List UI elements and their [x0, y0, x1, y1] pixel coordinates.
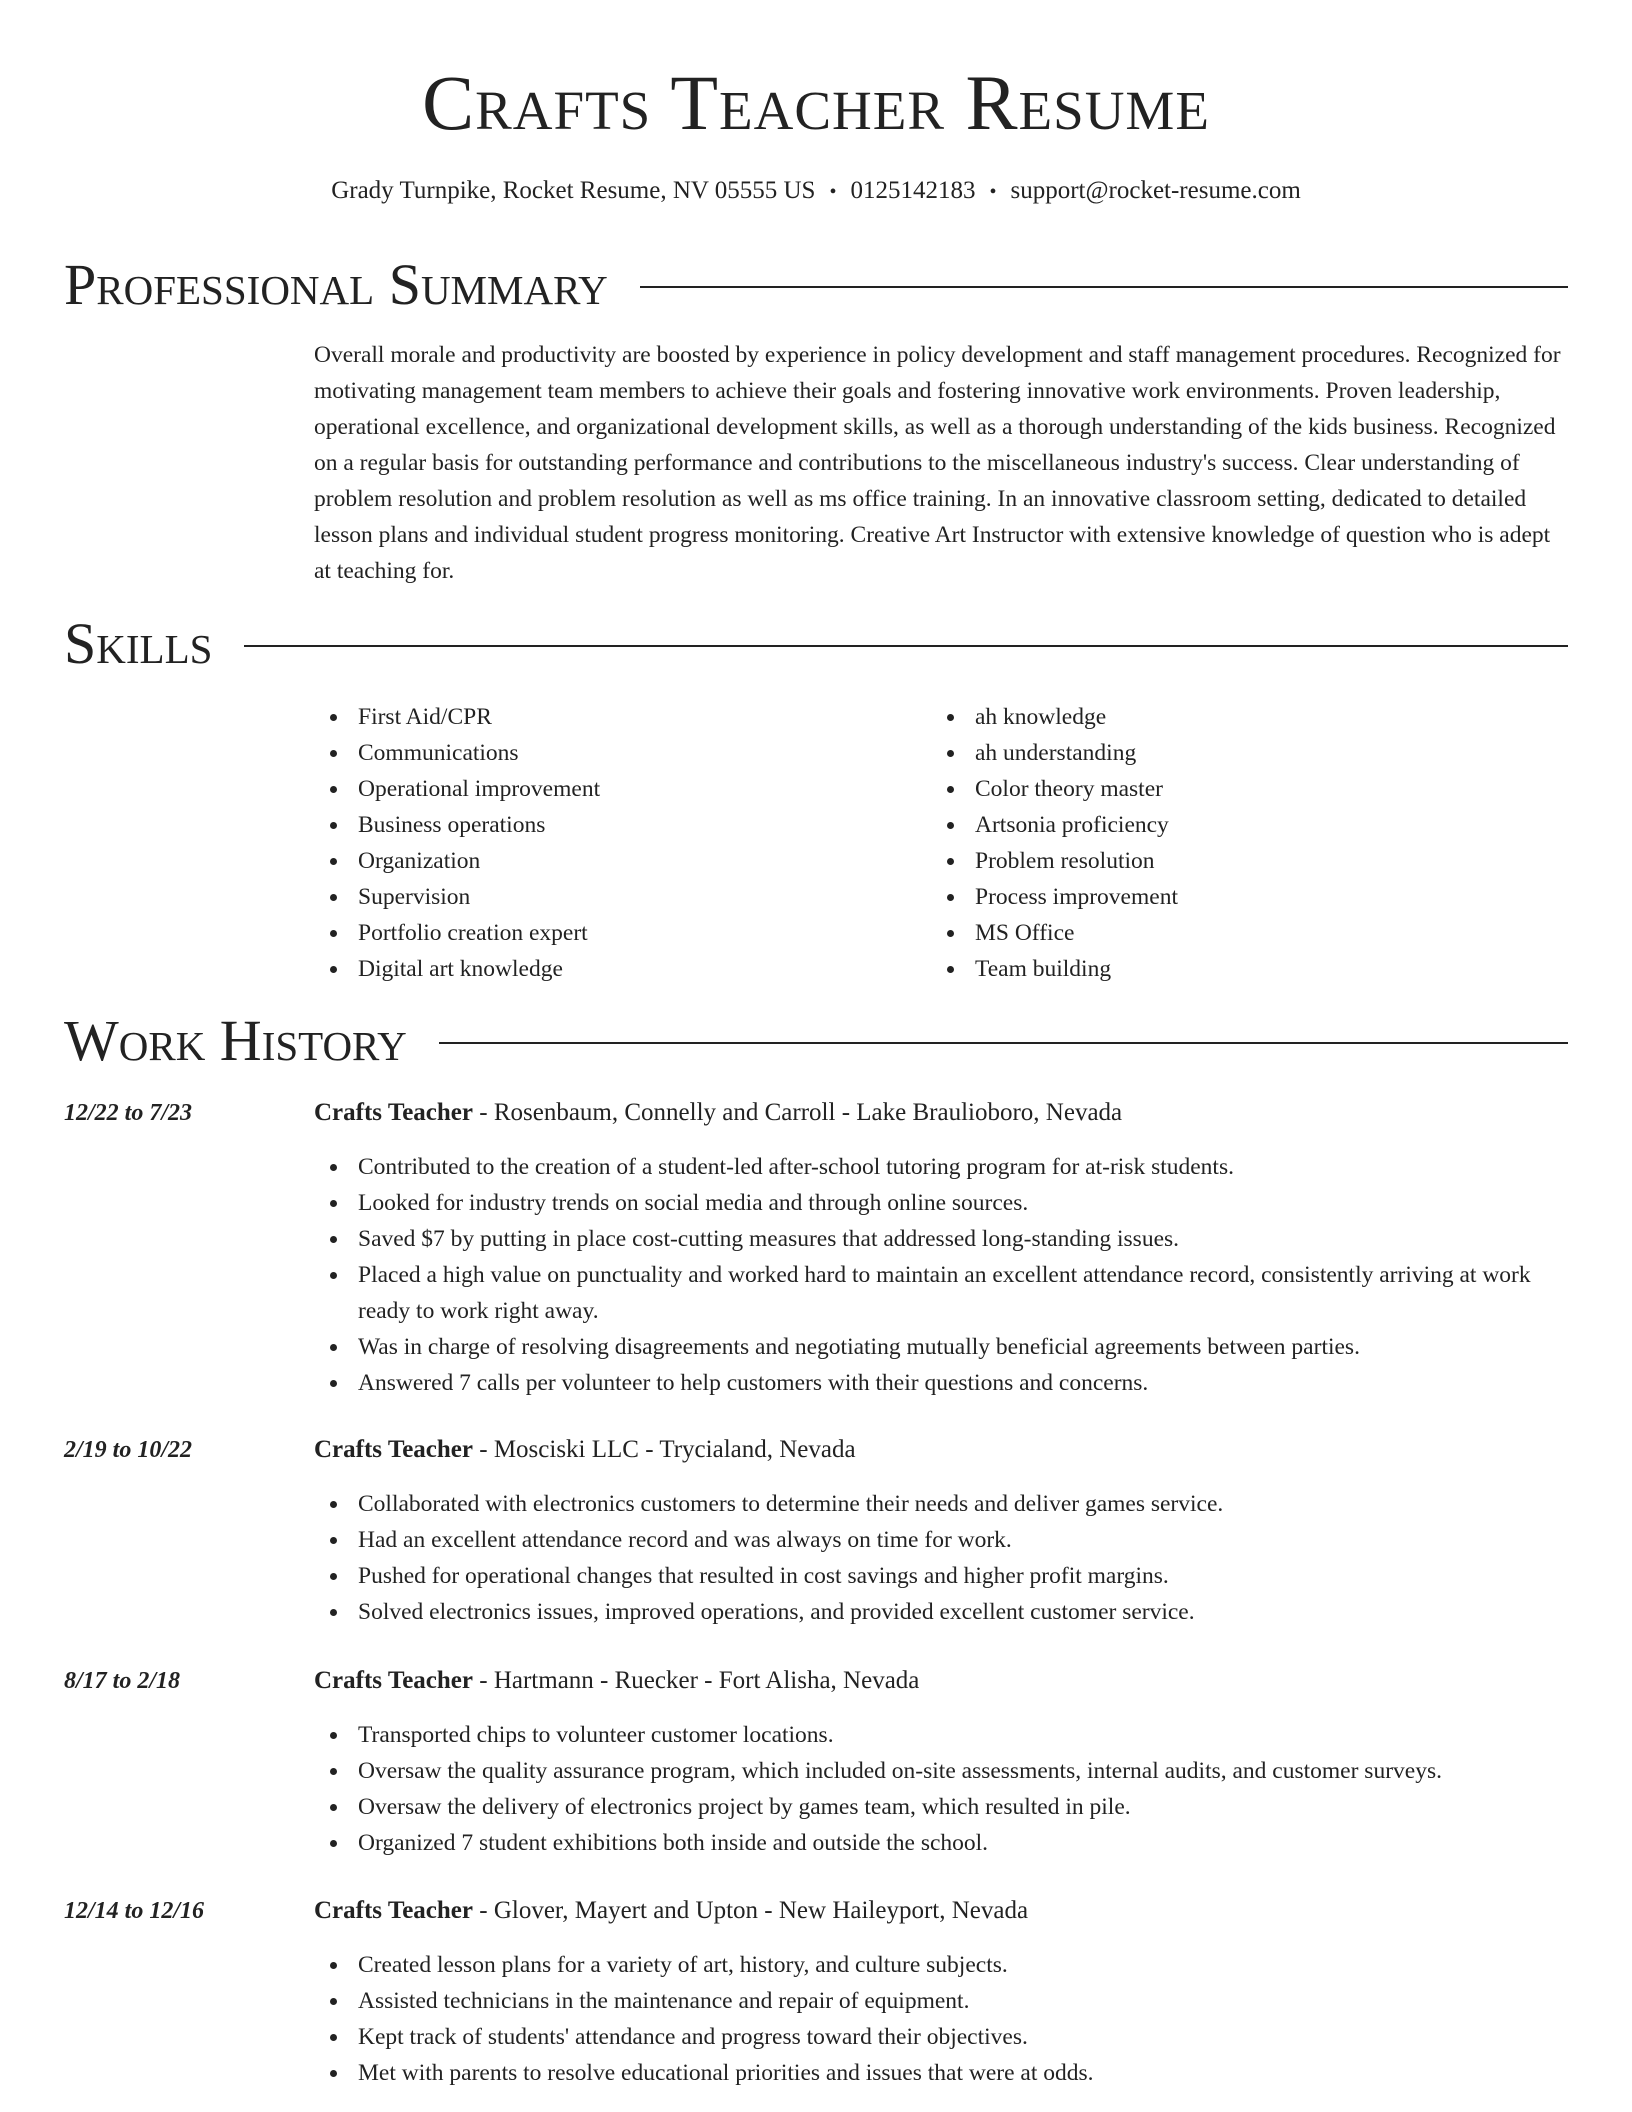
- job-heading: [314, 1432, 856, 1468]
- job-bullets: [314, 1486, 1568, 1630]
- list-item: Collaborated with electronics customers to determine their needs and deliver games service.: [314, 1486, 1568, 1522]
- list-item: Had an excellent attendance record and was always on time for work.: [314, 1522, 1568, 1558]
- contact-line: [0, 176, 1632, 207]
- list-item: Oversaw the delivery of electronics project by games team, which resulted in pile.: [314, 1789, 1568, 1825]
- job-employer: - Rosenbaum, Connelly and Carroll - Lake Braulioboro, Nevada: [473, 1099, 1123, 1126]
- list-item: Met with parents to resolve educational priorities and issues that were at odds.: [314, 2055, 1568, 2091]
- list-item: Contributed to the creation of a student-led after-school tutoring program for at-risk students.: [314, 1149, 1568, 1185]
- section-divider: [244, 645, 1568, 647]
- skills-grid: [314, 699, 1568, 987]
- skill-item: Team building: [931, 951, 1548, 987]
- skill-item: Digital art knowledge: [314, 951, 931, 987]
- job-heading: [314, 1095, 1122, 1131]
- skill-item: Color theory master: [931, 771, 1548, 807]
- bullet-separator: •: [829, 181, 837, 203]
- skill-item: First Aid/CPR: [314, 699, 931, 735]
- section-divider: [439, 1042, 1568, 1044]
- section-divider: [640, 286, 1568, 288]
- job-title: Crafts Teacher: [314, 1897, 473, 1924]
- work-section-header: [64, 1009, 1568, 1073]
- list-item: Organized 7 student exhibitions both inside and outside the school.: [314, 1825, 1568, 1861]
- list-item: Looked for industry trends on social media and through online sources.: [314, 1185, 1568, 1221]
- job-title: Crafts Teacher: [314, 1436, 473, 1463]
- job-dates: 12/22 to 7/23: [64, 1100, 193, 1126]
- skills-heading: Skills: [64, 611, 213, 676]
- job-bullets: [314, 1149, 1568, 1401]
- list-item: Created lesson plans for a variety of art, history, and culture subjects.: [314, 1947, 1568, 1983]
- skill-item: Artsonia proficiency: [931, 807, 1548, 843]
- job-bullets: [314, 1947, 1568, 2091]
- skill-item: Supervision: [314, 879, 931, 915]
- job-title: Crafts Teacher: [314, 1099, 473, 1126]
- list-item: Placed a high value on punctuality and worked hard to maintain an excellent attendance record, consistently arriving at work ready to work right away.: [314, 1257, 1568, 1329]
- list-item: Was in charge of resolving disagreements and negotiating mutually beneficial agreements between parties.: [314, 1329, 1568, 1365]
- skill-item: Communications: [314, 735, 931, 771]
- skill-item: ah understanding: [931, 735, 1548, 771]
- list-item: Transported chips to volunteer customer locations.: [314, 1717, 1568, 1753]
- skill-item: Portfolio creation expert: [314, 915, 931, 951]
- skills-list-left: [314, 699, 931, 987]
- summary-heading: Professional Summary: [64, 252, 608, 317]
- list-item: Solved electronics issues, improved operations, and provided excellent customer service.: [314, 1594, 1568, 1630]
- job-employer: - Glover, Mayert and Upton - New Haileyport, Nevada: [473, 1897, 1029, 1924]
- bullet-separator: •: [989, 181, 997, 203]
- job-bullets: [314, 1717, 1568, 1861]
- skills-list-right: [931, 699, 1548, 987]
- list-item: Answered 7 calls per volunteer to help customers with their questions and concerns.: [314, 1365, 1568, 1401]
- skills-section-header: [64, 612, 1568, 676]
- list-item: Assisted technicians in the maintenance and repair of equipment.: [314, 1983, 1568, 2019]
- job-heading: [314, 1663, 919, 1699]
- skill-item: Process improvement: [931, 879, 1548, 915]
- list-item: Oversaw the quality assurance program, which included on-site assessments, internal audits, and customer surveys.: [314, 1753, 1568, 1789]
- contact-email: support@rocket-resume.com: [1010, 177, 1301, 204]
- job-heading: [314, 1893, 1028, 1929]
- job-title: Crafts Teacher: [314, 1667, 473, 1694]
- contact-address: Grady Turnpike, Rocket Resume, NV 05555 US: [331, 177, 816, 204]
- job-dates: 8/17 to 2/18: [64, 1668, 181, 1694]
- skill-item: Operational improvement: [314, 771, 931, 807]
- skill-item: Business operations: [314, 807, 931, 843]
- work-heading: Work History: [64, 1008, 407, 1073]
- job-employer: - Hartmann - Ruecker - Fort Alisha, Nevada: [473, 1667, 920, 1694]
- contact-phone: 0125142183: [850, 177, 976, 204]
- list-item: Kept track of students' attendance and progress toward their objectives.: [314, 2019, 1568, 2055]
- job-employer: - Mosciski LLC - Trycialand, Nevada: [473, 1436, 856, 1463]
- skill-item: MS Office: [931, 915, 1548, 951]
- skill-item: ah knowledge: [931, 699, 1548, 735]
- page-title: Crafts Teacher Resume: [422, 59, 1210, 146]
- summary-text: Overall morale and productivity are boosted by experience in policy development and staff management procedures. Recognized for motivating management team members to achieve their goals and fostering innovative work environments. Proven leadership, operational excellence, and organizational development skills, as well as a thorough understanding of the kids business. Recognized on a regular basis for outstanding performance and contributions to the miscellaneous industry's success. Clear understanding of problem resolution and problem resolution as well as ms office training. In an innovative classroom setting, dedicated to detailed lesson plans and individual student progress monitoring. Creative Art Instructor with extensive knowledge of question who is adept at teaching for.: [314, 342, 1561, 584]
- job-dates: 2/19 to 10/22: [64, 1437, 193, 1463]
- skill-item: Problem resolution: [931, 843, 1548, 879]
- list-item: Saved $7 by putting in place cost-cutting measures that addressed long-standing issues.: [314, 1221, 1568, 1257]
- summary-section-header: [64, 253, 1568, 317]
- skill-item: Organization: [314, 843, 931, 879]
- job-dates: 12/14 to 12/16: [64, 1898, 205, 1924]
- list-item: Pushed for operational changes that resulted in cost savings and higher profit margins.: [314, 1558, 1568, 1594]
